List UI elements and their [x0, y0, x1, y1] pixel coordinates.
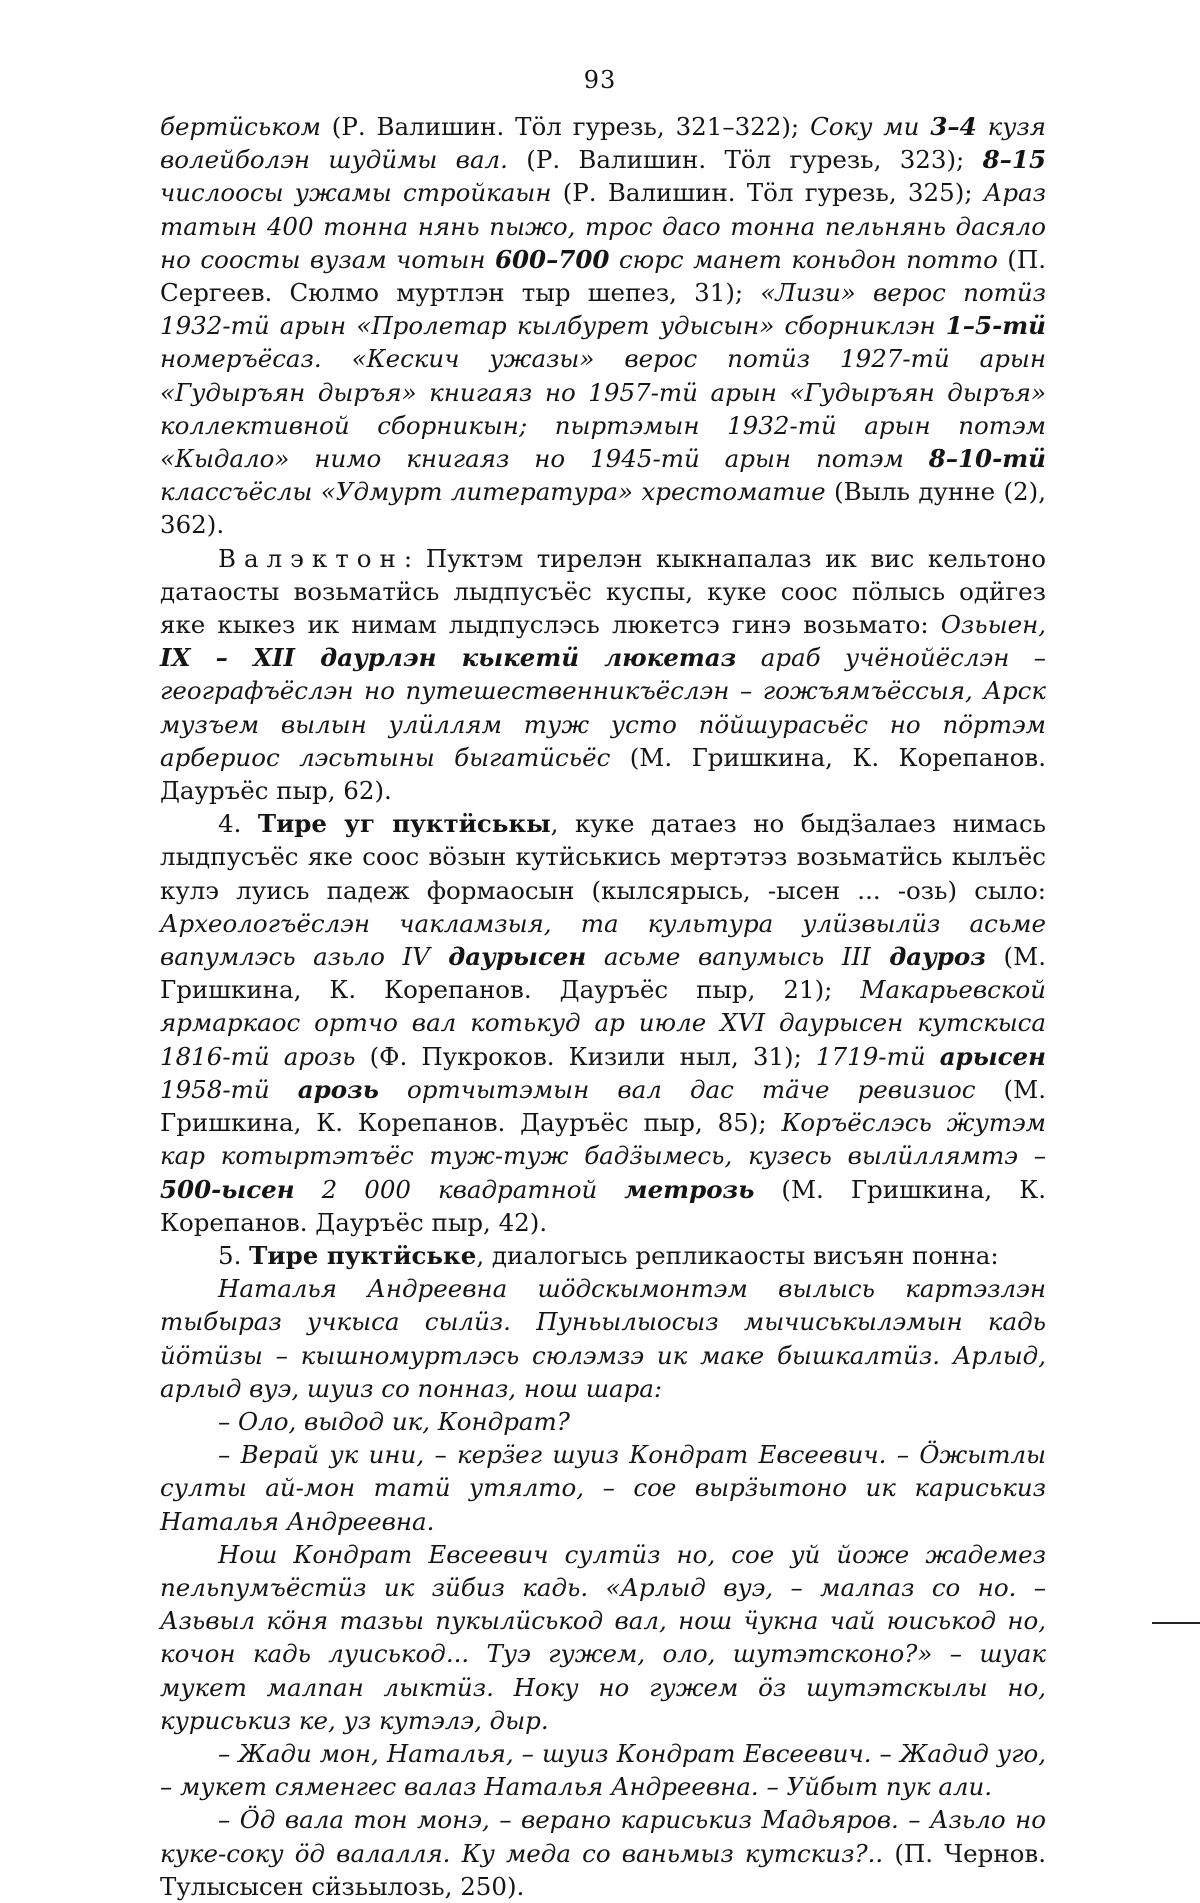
text-run: 2 000 квадратной — [294, 1174, 625, 1204]
text-run: даурысен — [429, 942, 587, 972]
text-run: 8–10-тӥ — [928, 444, 1046, 474]
page-number: 93 — [583, 66, 617, 94]
text-run: 600–700 — [494, 244, 610, 274]
text-run: арозь — [297, 1074, 379, 1104]
text-run: 1719-тӥ — [815, 1041, 940, 1071]
text-run: : Пуктэм тирелэн кыкнапалаз ик вис кельтоно датаосты возьматӥсь лыдпусъёс куспы, куке соос пӧлысь одӥгез яке кыкез ик нимам лыдпуслэсь люкетсэ гинэ возьмато: — [160, 543, 1046, 640]
text-run: кузя волейболэн шудӥмы вал. — [160, 112, 1047, 175]
page-body — [160, 110, 1046, 1903]
text-run: Нош Кондрат Евсеевич султӥз но, сое уй йоже жадемез пельпумъёстӥз ик зӥбиз кадь. «Арлыд вуэ, – малпаз со но. – Азьвыл кӧня тазьы пукылӥськод вал, нош ӵукна чай юиськод но, кочон кадь луиськод... Туэ гужем, оло, шутэтсконо?» – шуак мукет малпан лыктӥз. Ноку но гужем ӧз шутэтскылы но, куриськиз ке, уз кутэлэ, дыр. — [160, 1539, 1046, 1735]
text-run: , диалогысь репликаосты висъян понна: — [476, 1240, 999, 1270]
text-run: – Верай ук ини, – керӟег шуиз Кондрат Евсеевич. – Ӧжытлы султы ай-мон татӥ утялто, – сое вырӟытоно ик кариськиз Наталья Андреевна. — [160, 1440, 1046, 1536]
text-run: IV — [402, 942, 430, 972]
text-run: (Р. Валишин. Тӧл гурезь, 321–322); — [320, 112, 811, 141]
text-run: Тире уг пуктӥськы — [257, 809, 551, 839]
text-run: Макарьевской ярмаркаос ортчо вал котькуд ар июле XVI даурысен кутскыса 1816-тӥ арозь — [160, 975, 1046, 1071]
text-run: (П. Сергеев. Сюлмо муртлэн тыр шепез, 31); — [160, 244, 1046, 308]
text-run: 1–5-тӥ — [945, 311, 1046, 341]
text-run: – Ӧд вала тон монэ, – верано кариськиз Мадьяров. – Азьло но куке-соку ӧд валалля. Ку меда со ваньмыз кутскиз?.. — [160, 1805, 1046, 1868]
text-run: 5. — [218, 1240, 250, 1270]
paragraph-p6 — [160, 1405, 1046, 1438]
text-run: дауроз — [870, 942, 986, 972]
text-run: 8–15 — [982, 145, 1046, 175]
text-run: (М. Гришкина, К. Корепанов. Дауръёс пыр, 42). — [160, 1174, 1046, 1237]
paragraph-p7 — [160, 1438, 1046, 1538]
text-run: 1958-тӥ — [160, 1074, 298, 1104]
text-run: сюрс манет коньдон потто — [609, 244, 998, 274]
text-run: Соку ми — [810, 112, 931, 141]
text-run: метрозь — [624, 1174, 755, 1204]
paragraph-p2 — [160, 542, 1046, 808]
text-run: (Р. Валишин. Тӧл гурезь, 325); — [551, 178, 984, 208]
text-run: «Лизи» верос потӥз 1932-тӥ арын «Пролетар кылбурет удысын» сборниклэн — [160, 278, 1046, 341]
text-run: Тире пуктӥське — [249, 1240, 477, 1270]
scan-edge-mark — [1152, 1622, 1200, 1624]
text-run: Археологъёслэн чакламзыя, та культура улӥзвылӥз асьме вапумлэсь азьло — [160, 908, 1046, 972]
text-run: Наталья Андреевна шӧдскымонтэм вылысь картэзлэн тыбыраз учкыса сылӥз. Пуньылыосыз мычиськылэмын кадь йӧтӥзы – кышномуртлэсь сюлэмзэ ик маке бышкалтӥз. Арлыд, арлыд вуэ, шуиз со понназ, нош шара: — [160, 1274, 1046, 1403]
text-run: III — [841, 942, 871, 972]
text-run: 3–4 — [930, 112, 977, 141]
text-run: Валэктон — [218, 543, 404, 573]
text-run: (М. Гришкина, К. Корепанов. Дауръёс пыр, 21); — [160, 942, 1046, 1005]
text-run: IX – XII даурлэн кыкетӥ люкетаз — [160, 643, 737, 673]
text-run: араб учёнойёслэн – географъёслэн но путешественникъёслэн – гожъямъёссыя, Арск музъем вылын улӥллям туж усто пӧйшурасьёс но пӧртэм арбериос лэсьтыны быгатӥсьёс — [160, 643, 1047, 772]
text-run: 500-ысен — [160, 1174, 295, 1204]
text-run: , куке датаез но быдӟалаез нимась лыдпусъёс яке соос вӧзын кутӥськись мертэтэз возьматӥсь кылъёс кулэ луись падеж формаосын (кылсярысь, -ысен ... -озь) сыло: — [160, 809, 1046, 905]
text-run: – Оло, выдод ик, Кондрат? — [218, 1406, 570, 1436]
paragraph-p4 — [160, 1239, 1046, 1272]
text-run: номеръёсаз. «Кескич ужазы» верос потӥз 1927-тӥ арын «Гудыръян дыръя» книгаяз но 1957-тӥ арын «Гудыръян дыръя» коллективной сборникын; пыртэмын 1932-тӥ арын потэм «Кыдало» нимо книгаяз но 1945-тӥ арын потэм — [160, 344, 1046, 474]
paragraph-p1 — [160, 110, 1046, 542]
paragraph-p3 — [160, 807, 1046, 1239]
paragraph-p5 — [160, 1272, 1046, 1405]
text-run: асьме вапумысь — [586, 942, 842, 972]
text-run: 4. — [218, 809, 258, 839]
text-run: бертӥськом — [160, 112, 321, 141]
text-run: (М. Гришкина, К. Корепанов. Дауръёс пыр, 62). — [160, 742, 1047, 806]
text-run: арысен — [939, 1041, 1046, 1071]
text-run: (П. Чернов. Тулысысен сӥзьылозь, 250). — [160, 1838, 1046, 1901]
text-run: ортчытэмын вал дас тӓче ревизиос — [378, 1074, 976, 1104]
text-run: Озьыен, — [940, 610, 1046, 640]
text-run: (Ф. Пукроков. Кизили ныл, 31); — [355, 1041, 816, 1071]
paragraph-p8 — [160, 1538, 1046, 1737]
text-run: Коръёслэсь ӝутэм кар котыртэтъёс туж-туж бадӟымесь, кузесь вылӥллямтэ – — [160, 1108, 1046, 1171]
paragraph-p9 — [160, 1737, 1046, 1803]
text-run: (Выль дунне (2), 362). — [160, 477, 1046, 540]
text-run: классъёслы «Удмурт литература» хрестоматие — [160, 477, 826, 507]
text-run: (Р. Валишин. Тӧл гурезь, 323); — [507, 145, 983, 175]
text-run: – Жади мон, Наталья, – шуиз Кондрат Евсеевич. – Жадид уго, – мукет сяменгес валаз Наталья Андреевна. – Уйбыт пук али. — [160, 1738, 1046, 1802]
text-run: Араз татын 400 тонна нянь пыжо, трос дасо тонна пельнянь дасяло но сооcты вузам чотын — [160, 178, 1046, 274]
text-run: (М. Гришкина, К. Корепанов. Дауръёс пыр, 85); — [160, 1074, 1046, 1138]
text-run: числоосы ужамы стройкаын — [160, 178, 552, 208]
paragraph-p10 — [160, 1803, 1046, 1903]
